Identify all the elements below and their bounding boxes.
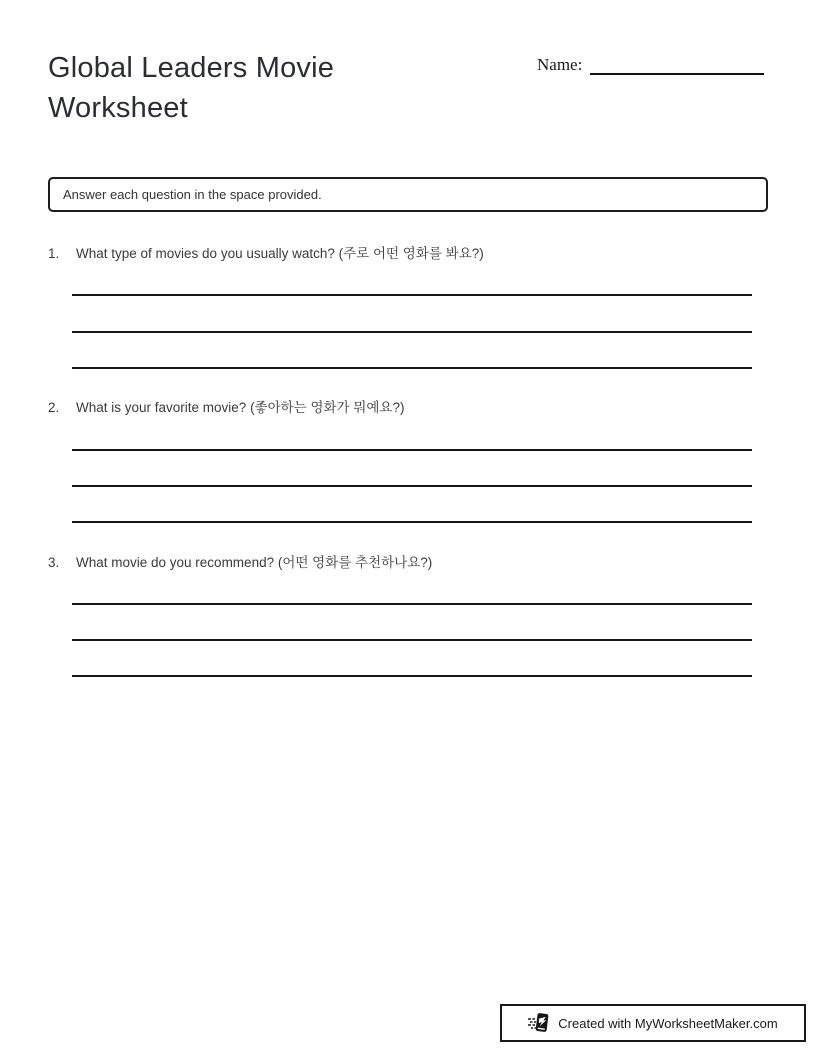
answer-line [72,675,752,677]
question-text: What movie do you recommend? (어떤 영화를 추천하나요?) [76,555,433,570]
question-item-2 [48,398,768,418]
question-text: What type of movies do you usually watch? (주로 어떤 영화를 봐요?) [76,246,484,261]
answer-line [72,485,752,487]
answer-line [72,367,752,369]
name-blank-line [590,51,764,75]
answer-line [72,521,752,523]
name-block [537,51,764,75]
answer-line [72,639,752,641]
question-number: 1. [48,246,60,261]
question-text: What is your favorite movie? (좋아하는 영화가 뭐예요?) [76,400,405,415]
answer-line [72,449,752,451]
instructions-text: Answer each question in the space provided. [63,187,322,202]
answer-line [72,331,752,333]
question-item-3 [48,553,768,573]
question-item-1 [48,244,768,264]
question-number: 3. [48,555,60,570]
footer-text: Created with MyWorksheetMaker.com [558,1015,778,1031]
instructions-box [48,177,768,212]
worksheet-maker-logo-icon [528,1011,550,1035]
question-number: 2. [48,400,60,415]
answer-line [72,603,752,605]
page-title: Global Leaders Movie Worksheet [48,52,335,124]
answer-line [72,294,752,296]
footer-badge [500,1004,806,1042]
name-label: Name: [537,55,583,74]
